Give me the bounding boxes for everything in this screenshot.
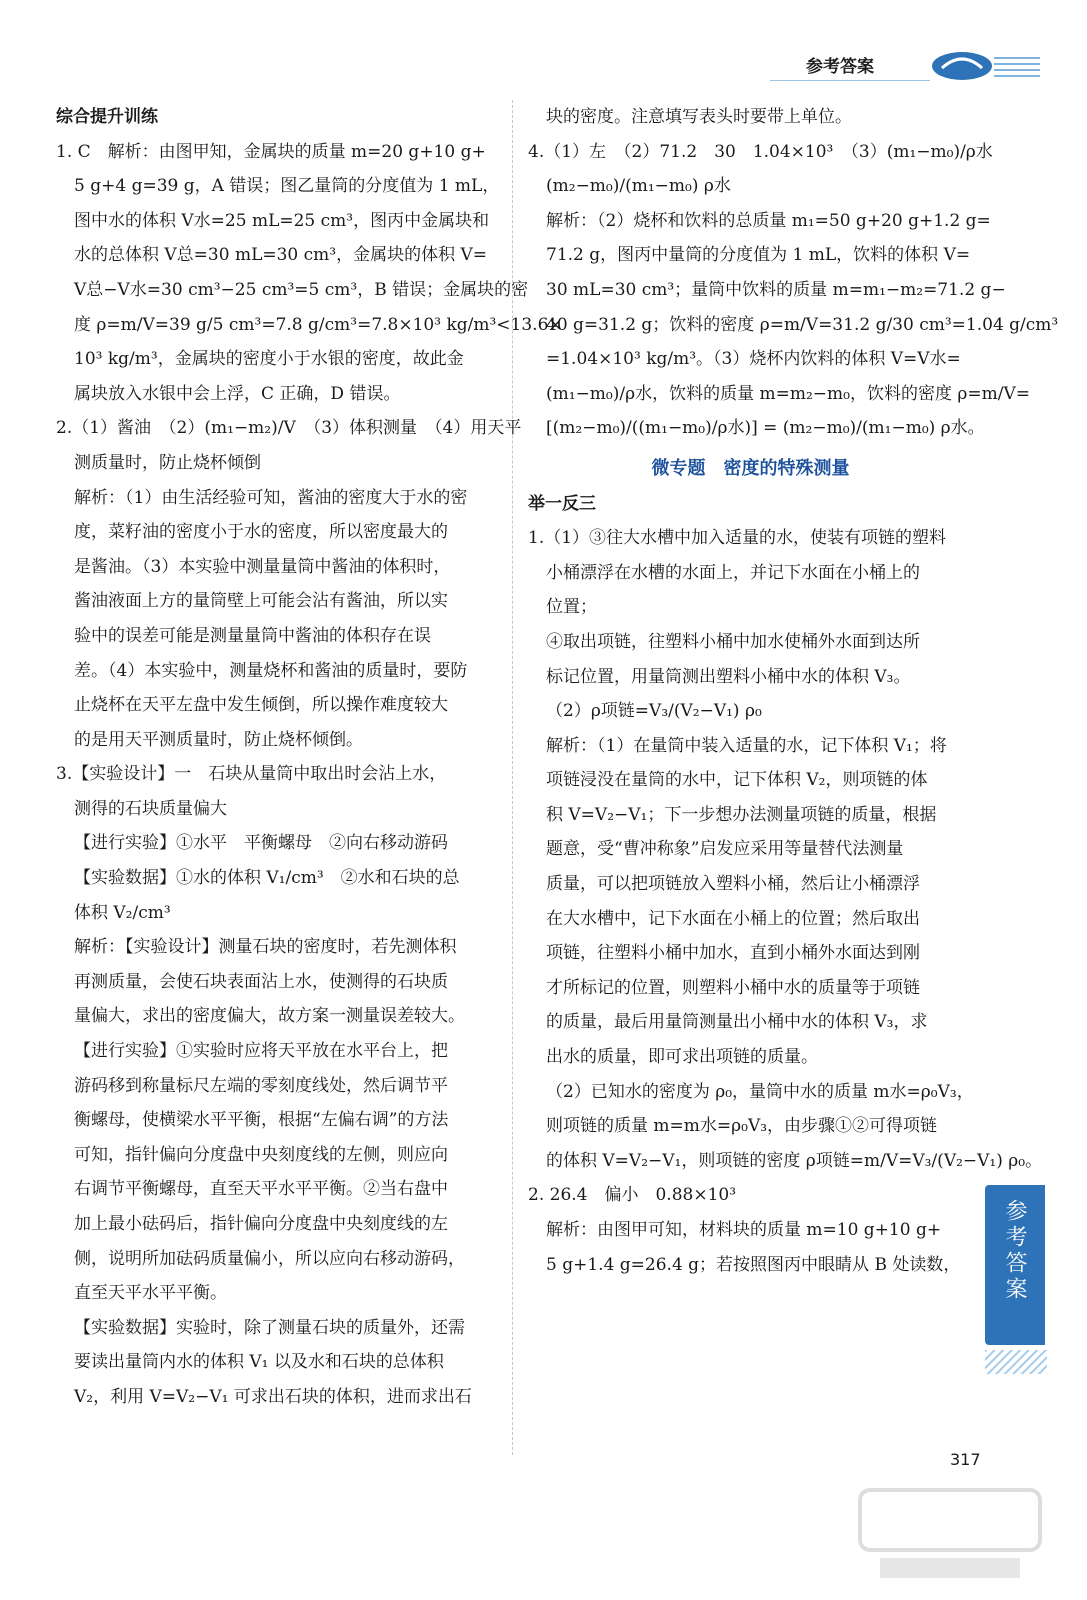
text-line: 积 V=V₂−V₁；下一步想办法测量项链的质量，根据: [546, 804, 937, 825]
text-line: （2）ρ项链=V₃/(V₂−V₁) ρ₀: [546, 701, 762, 722]
text-line: 1.（1）③往大水槽中加入适量的水，使装有项链的塑料: [528, 528, 947, 549]
text-line: 是酱油。（3）本实验中测量量筒中酱油的体积时，: [74, 556, 451, 577]
text-line: 2.（1）酱油 （2）(m₁−m₂)/V （3）体积测量 （4）用天平: [56, 418, 522, 439]
text-line: 71.2 g，图丙中量筒的分度值为 1 mL，饮料的体积 V=: [546, 245, 971, 266]
text-line: 5 g+4 g=39 g，A 错误；图乙量筒的分度值为 1 mL，: [74, 176, 500, 197]
text-line: 游码移到称量标尺左端的零刻度线处，然后调节平: [74, 1075, 448, 1096]
page-number: 317: [950, 1450, 981, 1469]
book-logo-icon: [922, 44, 1042, 84]
text-line: 块的密度。注意填写表头时要带上单位。: [546, 107, 852, 127]
text-line: 解析：【实验设计】测量石块的密度时，若先测体积: [74, 937, 457, 958]
text-line: 差。（4）本实验中，测量烧杯和酱油的质量时，要防: [74, 660, 468, 681]
text-line: 度 ρ=m/V=39 g/5 cm³=7.8 g/cm³=7.8×10³ kg/m³<13.6×: [74, 314, 563, 335]
text-line: 图中水的体积 V水=25 mL=25 cm³，图丙中金属块和: [74, 210, 490, 231]
text-line: 度，菜籽油的密度小于水的密度，所以密度最大的: [74, 522, 448, 543]
text-line: 的质量，最后用量筒测量出小桶中水的体积 V₃，求: [546, 1012, 928, 1033]
text-line: 项链浸没在量筒的水中，记下体积 V₂，则项链的体: [546, 770, 928, 791]
text-line: 侧，说明所加砝码质量偏小，所以应向右移动游码，: [74, 1248, 465, 1269]
side-tab-label: 参考答案: [1002, 1199, 1027, 1303]
text-line: 出水的质量，即可求出项链的质量。: [546, 1047, 818, 1068]
page-header: [770, 44, 1050, 84]
text-line: 质量，可以把项链放入塑料小桶，然后让小桶漂浮: [546, 874, 920, 895]
text-line: 解析：（1）在量筒中装入适量的水，记下体积 V₁；将: [546, 735, 947, 756]
side-stripes: [985, 1350, 1047, 1374]
text-line: 量偏大，求出的密度偏大，故方案一测量误差较大。: [74, 1006, 465, 1027]
text-line: 止烧杯在天平左盘中发生倾倒，所以操作难度较大: [74, 695, 448, 716]
text-line: 再测质量，会使石块表面沾上水，使测得的石块质: [74, 971, 448, 992]
text-line: 解析：（1）由生活经验可知，酱油的密度大于水的密: [74, 487, 468, 508]
text-line: 酱油液面上方的量筒壁上可能会沾有酱油，所以实: [74, 591, 448, 612]
text-line: 位置；: [546, 597, 597, 618]
text-line: (m₂−m₀)/(m₁−m₀) ρ水: [546, 176, 731, 197]
section-title: 微专题 密度的特殊测量: [651, 457, 850, 479]
text-line: （2）已知水的密度为 ρ₀，量筒中水的质量 m水=ρ₀V₃，: [546, 1081, 974, 1102]
text-line: 解析：（2）烧杯和饮料的总质量 m₁=50 g+20 g+1.2 g=: [546, 210, 991, 231]
section-heading: 综合提升训练: [56, 107, 158, 127]
text-line: 要读出量筒内水的体积 V₁ 以及水和石块的总体积: [74, 1352, 444, 1373]
side-tab: [985, 1185, 1045, 1345]
text-line: =1.04×10³ kg/m³。（3）烧杯内饮料的体积 V=V水=: [546, 349, 961, 370]
text-line: 【实验数据】①水的体积 V₁/cm³ ②水和石块的总: [74, 868, 460, 889]
watermark-icon: [850, 1480, 1050, 1590]
text-line: 【进行实验】①实验时应将天平放在水平台上，把: [74, 1041, 448, 1062]
section-heading: 举一反三: [528, 493, 596, 514]
text-line: V₂，利用 V=V₂−V₁ 可求出石块的体积，进而求出石: [74, 1386, 472, 1407]
text-line: 项链，往塑料小桶中加水，直到小桶外水面达到刚: [546, 943, 920, 964]
text-line: 解析：由图甲可知，材料块的质量 m=10 g+10 g+: [546, 1220, 942, 1240]
text-line: 体积 V₂/cm³: [74, 902, 171, 923]
text-line: 题意，受“曹冲称象”启发应采用等量替代法测量: [546, 839, 904, 860]
text-line: 2. 26.4 偏小 0.88×10³: [528, 1185, 737, 1206]
text-line: 属块放入水银中会上浮，C 正确，D 错误。: [74, 383, 401, 404]
text-line: 验中的误差可能是测量量筒中酱油的体积存在误: [74, 625, 431, 646]
text-line: 则项链的质量 m=m水=ρ₀V₃，由步骤①②可得项链: [546, 1116, 938, 1137]
text-line: 衡螺母，使横梁水平平衡，根据“左偏右调”的方法: [74, 1110, 449, 1131]
text-line: 右调节平衡螺母，直至天平水平平衡。②当右盘中: [74, 1179, 448, 1200]
text-line: 加上最小砝码后，指针偏向分度盘中央刻度线的左: [74, 1214, 448, 1234]
text-line: 的是用天平测质量时，防止烧杯倾倒。: [74, 729, 363, 750]
text-line: 5 g+1.4 g=26.4 g；若按照图丙中眼睛从 B 处读数，: [546, 1254, 961, 1275]
text-line: 在大水槽中，记下水面在小桶上的位置；然后取出: [546, 908, 920, 929]
text-line: 才所标记的位置，则塑料小桶中水的质量等于项链: [546, 977, 920, 998]
header-rule: [770, 80, 930, 81]
text-line: 直至天平水平平衡。: [74, 1283, 227, 1304]
text-line: 可知，指针偏向分度盘中央刻度线的左侧，则应向: [74, 1144, 448, 1165]
text-line: 4.（1）左 （2）71.2 30 1.04×10³ （3）(m₁−m₀)/ρ水: [528, 141, 993, 162]
text-line: 3.【实验设计】一 石块从量筒中取出时会沾上水，: [56, 764, 447, 785]
text-line: 的体积 V=V₂−V₁，则项链的密度 ρ项链=m/V=V₃/(V₂−V₁) ρ₀。: [546, 1150, 1043, 1171]
header-label: 参考答案: [806, 57, 874, 77]
text-line: 【实验数据】实验时，除了测量石块的质量外，还需: [74, 1317, 465, 1338]
text-line: (m₁−m₀)/ρ水，饮料的质量 m=m₂−m₀，饮料的密度 ρ=m/V=: [546, 383, 1030, 404]
text-line: 【进行实验】①水平 平衡螺母 ②向右移动游码: [74, 833, 448, 854]
text-line: 测质量时，防止烧杯倾倒: [74, 452, 261, 473]
text-line: V总−V水=30 cm³−25 cm³=5 cm³，B 错误；金属块的密: [74, 279, 529, 300]
text-line: 30 mL=30 cm³；量筒中饮料的质量 m=m₁−m₂=71.2 g−: [546, 279, 1006, 300]
text-line: 1. C 解析：由图甲知，金属块的质量 m=20 g+10 g+: [56, 141, 486, 162]
text-line: ④取出项链，往塑料小桶中加水使桶外水面到达所: [546, 631, 920, 652]
text-line: [(m₂−m₀)/((m₁−m₀)/ρ水)] = (m₂−m₀)/(m₁−m₀) ρ水。: [546, 418, 985, 439]
text-line: 标记位置，用量筒测出塑料小桶中水的体积 V₃。: [546, 666, 911, 687]
text-line: 小桶漂浮在水槽的水面上，并记下水面在小桶上的: [546, 562, 920, 583]
text-line: 测得的石块质量偏大: [74, 798, 227, 819]
text-line: 10³ kg/m³，金属块的密度小于水银的密度，故此金: [74, 349, 464, 370]
text-line: 40 g=31.2 g；饮料的密度 ρ=m/V=31.2 g/30 cm³=1.04 g/cm³: [546, 314, 1059, 335]
text-line: 水的总体积 V总=30 mL=30 cm³，金属块的体积 V=: [74, 245, 488, 266]
